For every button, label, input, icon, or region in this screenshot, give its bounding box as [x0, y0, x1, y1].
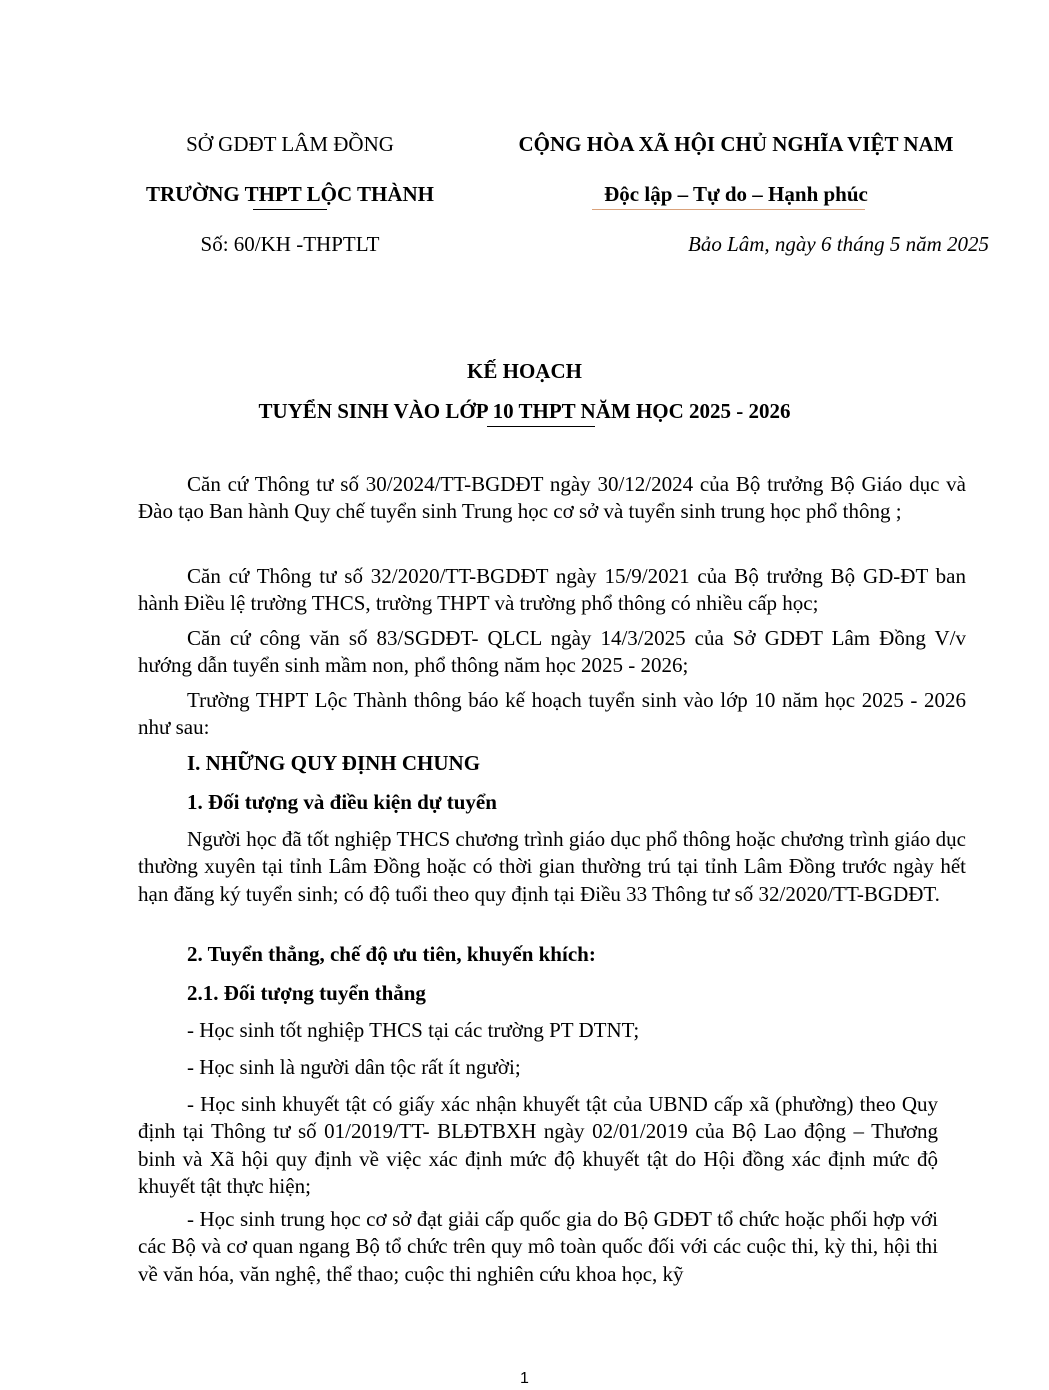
legal-basis-2: Căn cứ Thông tư số 32/2020/TT-BGDĐT ngày 15/9/2021 của Bộ trưởng Bộ GD-ĐT ban hành Điều lệ trường THCS, trường THPT và trường phổ thông có nhiều cấp học;: [138, 564, 966, 616]
subsection-heading: 2.1. Đối tượng tuyển thẳng: [187, 981, 426, 1005]
country-name: CỘNG HÒA XÃ HỘI CHỦ NGHĨA VIỆT NAM: [518, 132, 954, 156]
department-name: SỞ GDĐT LÂM ĐỒNG: [186, 132, 394, 156]
document-title: KẾ HOẠCH: [467, 359, 582, 383]
list-item: - Học sinh khuyết tật có giấy xác nhận khuyết tật của UBND cấp xã (phường) theo Quy định tại Thông tư số 01/2019/TT- BLĐTBXH ngày 02/01/2019 của Bộ Lao động – Thương binh và Xã hội quy định về việc xác định mức độ khuyết tật do Hội đồng xác định mức độ khuyết tật thực hiện;: [138, 1092, 938, 1198]
school-name-underline: [253, 209, 327, 210]
legal-basis-3: Căn cứ công văn số 83/SGDĐT- QLCL ngày 14/3/2025 của Sở GDĐT Lâm Đồng V/v hướng dẫn tuyển sinh mầm non, phổ thông năm học 2025 - 2026;: [138, 626, 966, 678]
page-number: 1: [520, 1370, 529, 1387]
eligibility-paragraph: Người học đã tốt nghiệp THCS chương trình giáo dục phổ thông hoặc chương trình giáo dục thường xuyên tại tỉnh Lâm Đồng hoặc có thời gian thường trú tại tỉnh Lâm Đồng trước ngày hết hạn đăng ký tuyển sinh; có độ tuổi theo quy định tại Điều 33 Thông tư số 32/2020/TT-BGDĐT.: [138, 827, 966, 906]
list-item: - Học sinh tốt nghiệp THCS tại các trường PT DTNT;: [187, 1018, 640, 1042]
school-name: TRƯỜNG THPT LỘC THÀNH: [145, 182, 435, 206]
motto-underline: [592, 209, 865, 210]
subsection-heading: 2. Tuyển thẳng, chế độ ưu tiên, khuyến khích:: [187, 942, 596, 966]
national-motto: Độc lập – Tự do – Hạnh phúc: [604, 182, 868, 206]
document-number: Số: 60/KH -THPTLT: [200, 232, 380, 256]
intro-paragraph: Trường THPT Lộc Thành thông báo kế hoạch tuyển sinh vào lớp 10 năm học 2025 - 2026 như sau:: [138, 688, 966, 740]
legal-basis-1: Căn cứ Thông tư số 30/2024/TT-BGDĐT ngày 30/12/2024 của Bộ trưởng Bộ Giáo dục và Đào tạo Ban hành Quy chế tuyển sinh Trung học cơ sở và tuyển sinh trung học phổ thông ;: [138, 472, 966, 524]
subtitle-underline: [487, 426, 595, 427]
section-heading: I. NHỮNG QUY ĐỊNH CHUNG: [187, 751, 481, 775]
subsection-heading: 1. Đối tượng và điều kiện dự tuyển: [187, 790, 497, 814]
document-subtitle: TUYỂN SINH VÀO LỚP 10 THPT NĂM HỌC 2025 - 2026: [258, 399, 791, 423]
list-item: - Học sinh trung học cơ sở đạt giải cấp quốc gia do Bộ GDĐT tổ chức hoặc phối hợp với các Bộ và cơ quan ngang Bộ tổ chức trên quy mô toàn quốc đối với các cuộc thi, kỳ thi, hội thi về văn hóa, văn nghệ, thể thao; cuộc thi nghiên cứu khoa học, kỹ: [138, 1207, 938, 1286]
place-and-date: Bảo Lâm, ngày 6 tháng 5 năm 2025: [688, 232, 989, 256]
list-item: - Học sinh là người dân tộc rất ít người;: [187, 1055, 521, 1079]
